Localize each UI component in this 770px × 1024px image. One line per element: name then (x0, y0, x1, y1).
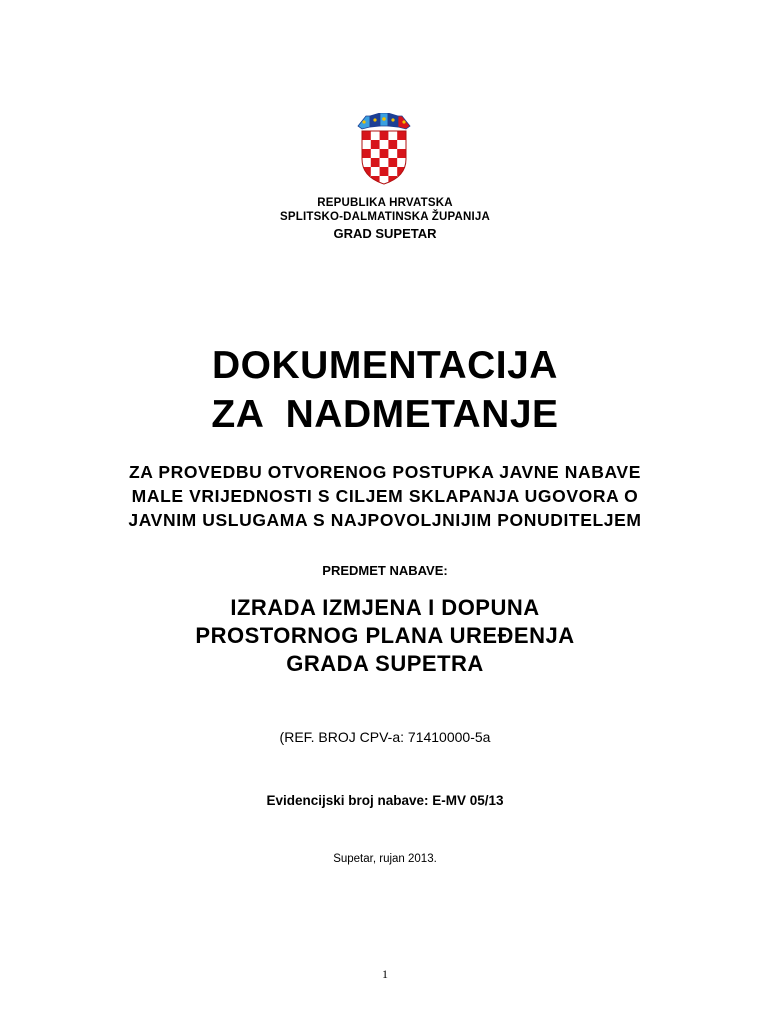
header-country: REPUBLIKA HRVATSKA (317, 197, 453, 209)
subject-line1: IZRADA IZMJENA I DOPUNA (230, 595, 540, 620)
croatian-coat-of-arms-icon (356, 113, 412, 185)
subject-line2: PROSTORNOG PLANA UREĐENJA (195, 623, 575, 648)
header-county: SPLITSKO-DALMATINSKA ŽUPANIJA (279, 211, 491, 223)
header-city: GRAD SUPETAR (333, 226, 437, 241)
place-and-date: Supetar, rujan 2013. (333, 853, 437, 865)
document-title-line2: ZA NADMETANJE (211, 393, 559, 436)
subtitle-line1: ZA PROVEDBU OTVORENOG POSTUPKA JAVNE NABAVE (129, 462, 641, 482)
subject-label: PREDMET NABAVE: (322, 563, 448, 578)
subtitle-line3: JAVNIM USLUGAMA S NAJPOVOLJNIJIM PONUDITELJEM (128, 510, 642, 530)
page-number: 1 (382, 967, 388, 981)
subtitle-line2: MALE VRIJEDNOSTI S CILJEM SKLAPANJA UGOVORA O (131, 486, 639, 506)
document-title-line1: DOKUMENTACIJA (212, 344, 558, 387)
evidence-number: Evidencijski broj nabave: E-MV 05/13 (266, 793, 504, 808)
cpv-reference: (REF. BROJ CPV-a: 71410000-5a (279, 729, 491, 745)
subject-line3: GRADA SUPETRA (286, 651, 484, 676)
